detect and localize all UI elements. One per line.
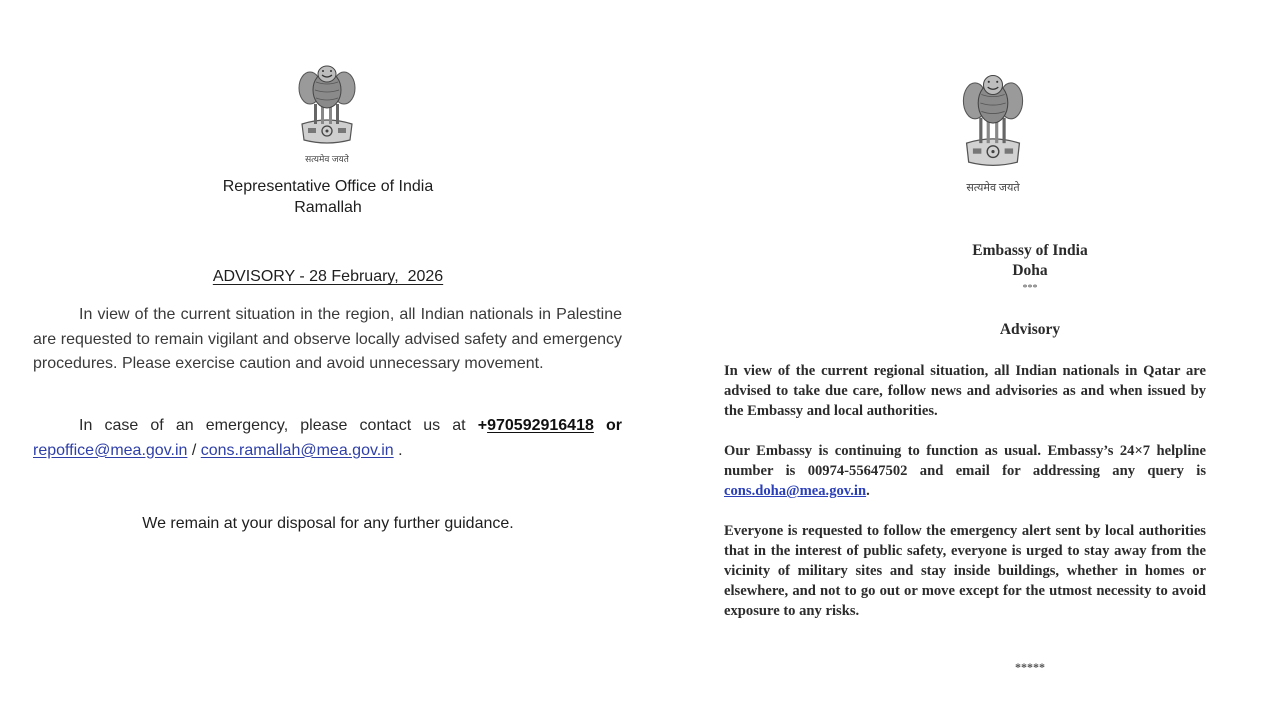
organization-title: Embassy of India [972,242,1088,259]
national-emblem-icon [956,68,1030,176]
emblem-motto: सत्यमेव जयते [966,182,1020,194]
organization-name [0,176,656,218]
advisory-paragraph: In view of the current situation in the region, all Indian nationals in Palestine are requested to remain vigilant and observe locally advised safety and emergency procedures. Please exercise caution and avoid unnecessary movement. [33,306,622,372]
emblem-motto: सत्यमेव जयते [305,154,349,164]
advisory-paragraph: In view of the current regional situation, all Indian nationals in Qatar are advised to take due care, follow news and advisories as and when issued by the Embassy and local authorities. [724,363,1206,419]
national-emblem-icon [292,60,362,150]
organization-location: Ramallah [294,199,362,216]
helpline-suffix: . [866,483,870,499]
contact-suffix: . [393,441,403,459]
safety-alert-paragraph: Everyone is requested to follow the emergency alert sent by local authorities that in the interest of public safety, everyone is urged to stay away from the vicinity of military sites and stay inside buildings, whether in homes or elsewhere, and not to go out or move except for the utmost necessity to avoid exposure to any risks. [724,523,1206,619]
organization-name [930,241,1130,280]
phone-plus: + [477,417,488,434]
cons-ramallah-email-link[interactable]: cons.ramallah@mea.gov.in [200,441,394,459]
advisory-title: ADVISORY - 28 February, 2026 [212,268,444,285]
helpline-text: Our Embassy is continuing to function as usual. Embassy’s 24×7 helpline number is 00974-55647502 and email for addressing any query is [724,443,1206,479]
phone-digits[interactable]: 970592916418 [487,417,594,434]
contact-prefix: In case of an emergency, please contact us at [79,417,478,434]
organization-title: Representative Office of India [222,178,434,195]
repoffice-email-link[interactable]: repoffice@mea.gov.in [33,441,188,459]
separator-stars: *** [1022,283,1038,294]
doha-advisory-document [700,0,1280,720]
email-separator: / [187,441,201,459]
emergency-phone-number[interactable] [478,417,594,434]
cons-doha-email-link[interactable]: cons.doha@mea.gov.in [724,483,867,499]
organization-location: Doha [1012,261,1048,279]
closing-line: We remain at your disposal for any further guidance. [142,515,514,532]
advisory-title: Advisory [999,321,1061,338]
emergency-contact-paragraph [33,414,622,463]
helpline-paragraph [724,441,1206,501]
end-separator-stars: ***** [1015,660,1045,674]
or-text: or [593,417,622,434]
